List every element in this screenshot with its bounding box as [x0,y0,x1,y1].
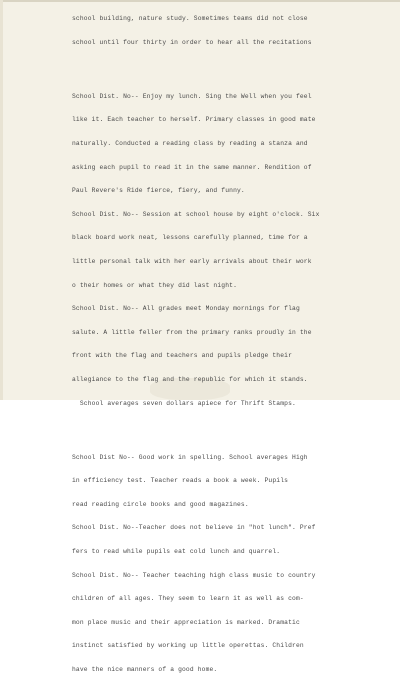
text-line: asking each pupil to read it in the same manner. Rendition of [72,163,312,171]
text-line: in efficiency test. Teacher reads a book a week. Pupils [72,477,289,485]
text-line: School Dist. No--Teacher does not believe in "hot lunch". Pref [72,524,316,532]
text-line: school building, nature study. Sometimes teams did not close [72,15,308,22]
text-line: allegiance to the flag and the republic for which it stands. [72,375,308,383]
text-line: salute. A little feller from the primary ranks proudly in the [72,328,312,336]
page-left-edge [0,0,3,400]
typewritten-text [72,0,390,689]
text-line: have the nice manners of a good home. [72,666,218,674]
text-line: little personal talk with her early arrivals about their work [72,257,312,265]
paragraph-gap [72,422,390,432]
text-line: children of all ages. They seem to learn it as well as com- [72,595,304,603]
text-line: School averages seven dollars apiece for Thrift Stamps. [72,399,296,407]
text-line: like it. Each teacher to herself. Primary classes in good mate [72,116,316,124]
text-line: School Dist. No-- Session at school house by eight o'clock. Six [72,210,320,218]
text-line: mon place music and their appreciation is marked. Dramatic [72,618,300,626]
text-line: School Dist. No-- Teacher teaching high class music to country [72,571,316,579]
text-line: fers to read while pupils eat cold lunch and quarrel. [72,548,281,556]
text-line: school until four thirty in order to hear all the recitations [72,38,312,46]
text-line: Paul Revere's Ride fierce, fiery, and funny. [72,187,245,195]
text-line: front with the flag and teachers and pupils pledge their [72,352,293,360]
text-line: black board work neat, lessons carefully planned, time for a [72,234,308,242]
text-line: School Dist. No-- Enjoy my lunch. Sing the Well when you feel [72,92,312,100]
text-line: read reading circle books and good magazines. [72,500,249,508]
text-line: instinct satisfied by working up little operettas. Children [72,642,304,650]
text-line: o their homes or what they did last night. [72,281,238,289]
text-line: School Dist. No-- All grades meet Monday mornings for flag [72,305,300,313]
text-line: naturally. Conducted a reading class by reading a stanza and [72,139,308,147]
text-line: School Dist No-- Good work in spelling. School averages High [72,453,308,461]
paragraph-gap [72,61,390,71]
